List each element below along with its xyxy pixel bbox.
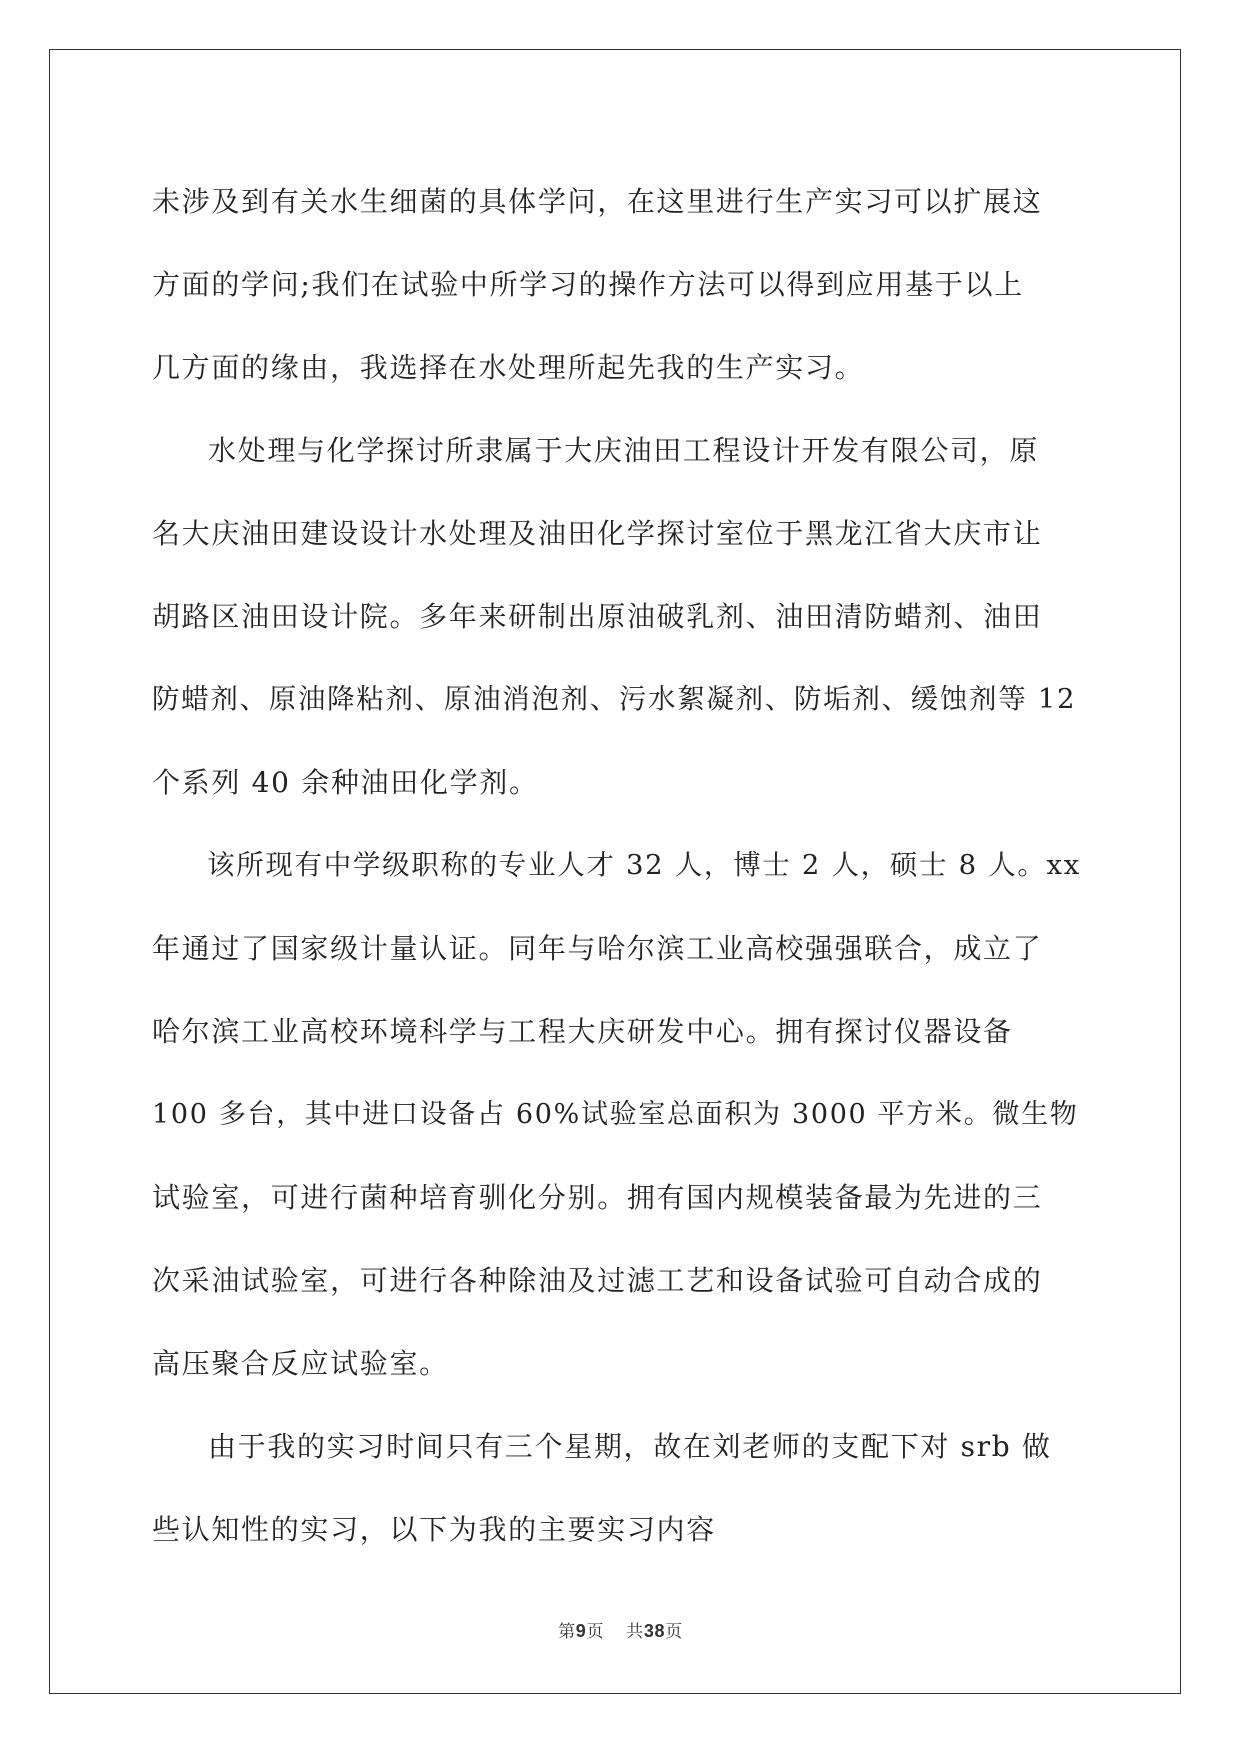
- text-line: 年通过了国家级计量认证。同年与哈尔滨工业高校强强联合，成立了: [152, 932, 1043, 965]
- text-line: 哈尔滨工业高校环境科学与工程大庆研发中心。拥有探讨仪器设备: [152, 1015, 1013, 1048]
- text-line: 方面的学问;我们在试验中所学习的操作方法可以得到应用基于以上: [152, 268, 1024, 301]
- text-line: 水处理与化学探讨所隶属于大庆油田工程设计开发有限公司，原: [208, 434, 1040, 467]
- total-pages: 38: [643, 1621, 666, 1641]
- paragraph: [152, 160, 1090, 409]
- text-line: 胡路区油田设计院。多年来研制出原油破乳剂、油田清防蜡剂、油田: [152, 600, 1043, 633]
- paragraph: [152, 409, 1090, 824]
- total-suffix: 页: [665, 1622, 683, 1642]
- text-line: 些认知性的实习，以下为我的主要实习内容: [152, 1513, 716, 1546]
- text-line: 防蜡剂、原油降粘剂、原油消泡剂、污水絮凝剂、防垢剂、缓蚀剂等 12: [152, 683, 1077, 715]
- text-line: 试验室，可进行菌种培育驯化分别。拥有国内规模装备最为先进的三: [152, 1181, 1043, 1214]
- page-footer: [0, 1617, 1241, 1642]
- page-suffix: 页: [586, 1622, 605, 1642]
- text-line: 100 多台，其中进口设备占 60%试验室总面积为 3000 平方米。微生物: [152, 1099, 1079, 1130]
- text-line: 由于我的实习时间只有三个星期，故在刘老师的支配下对 srb 做: [208, 1430, 1052, 1463]
- text-line: 个系列 40 余种油田化学剂。: [152, 766, 539, 799]
- text-line: 该所现有中学级职称的专业人才 32 人，博士 2 人，硕士 8 人。xx: [207, 849, 1081, 881]
- text-line: 几方面的缘由，我选择在水处理所起先我的生产实习。: [152, 351, 865, 384]
- total-prefix: 共: [626, 1622, 644, 1642]
- paragraph: [152, 1405, 1090, 1571]
- text-line: 名大庆油田建设设计水处理及油田化学探讨室位于黑龙江省大庆市让: [152, 517, 1043, 550]
- text-line: 次采油试验室，可进行各种除油及过滤工艺和设备试验可自动合成的: [152, 1264, 1043, 1297]
- paragraph: [152, 824, 1090, 1405]
- text-line: 高压聚合反应试验室。: [152, 1347, 449, 1380]
- text-line: 未涉及到有关水生细菌的具体学问，在这里进行生产实习可以扩展这: [152, 185, 1043, 218]
- document-body: [152, 160, 1090, 1571]
- page-number: 9: [575, 1621, 587, 1641]
- page-prefix: 第: [558, 1622, 576, 1642]
